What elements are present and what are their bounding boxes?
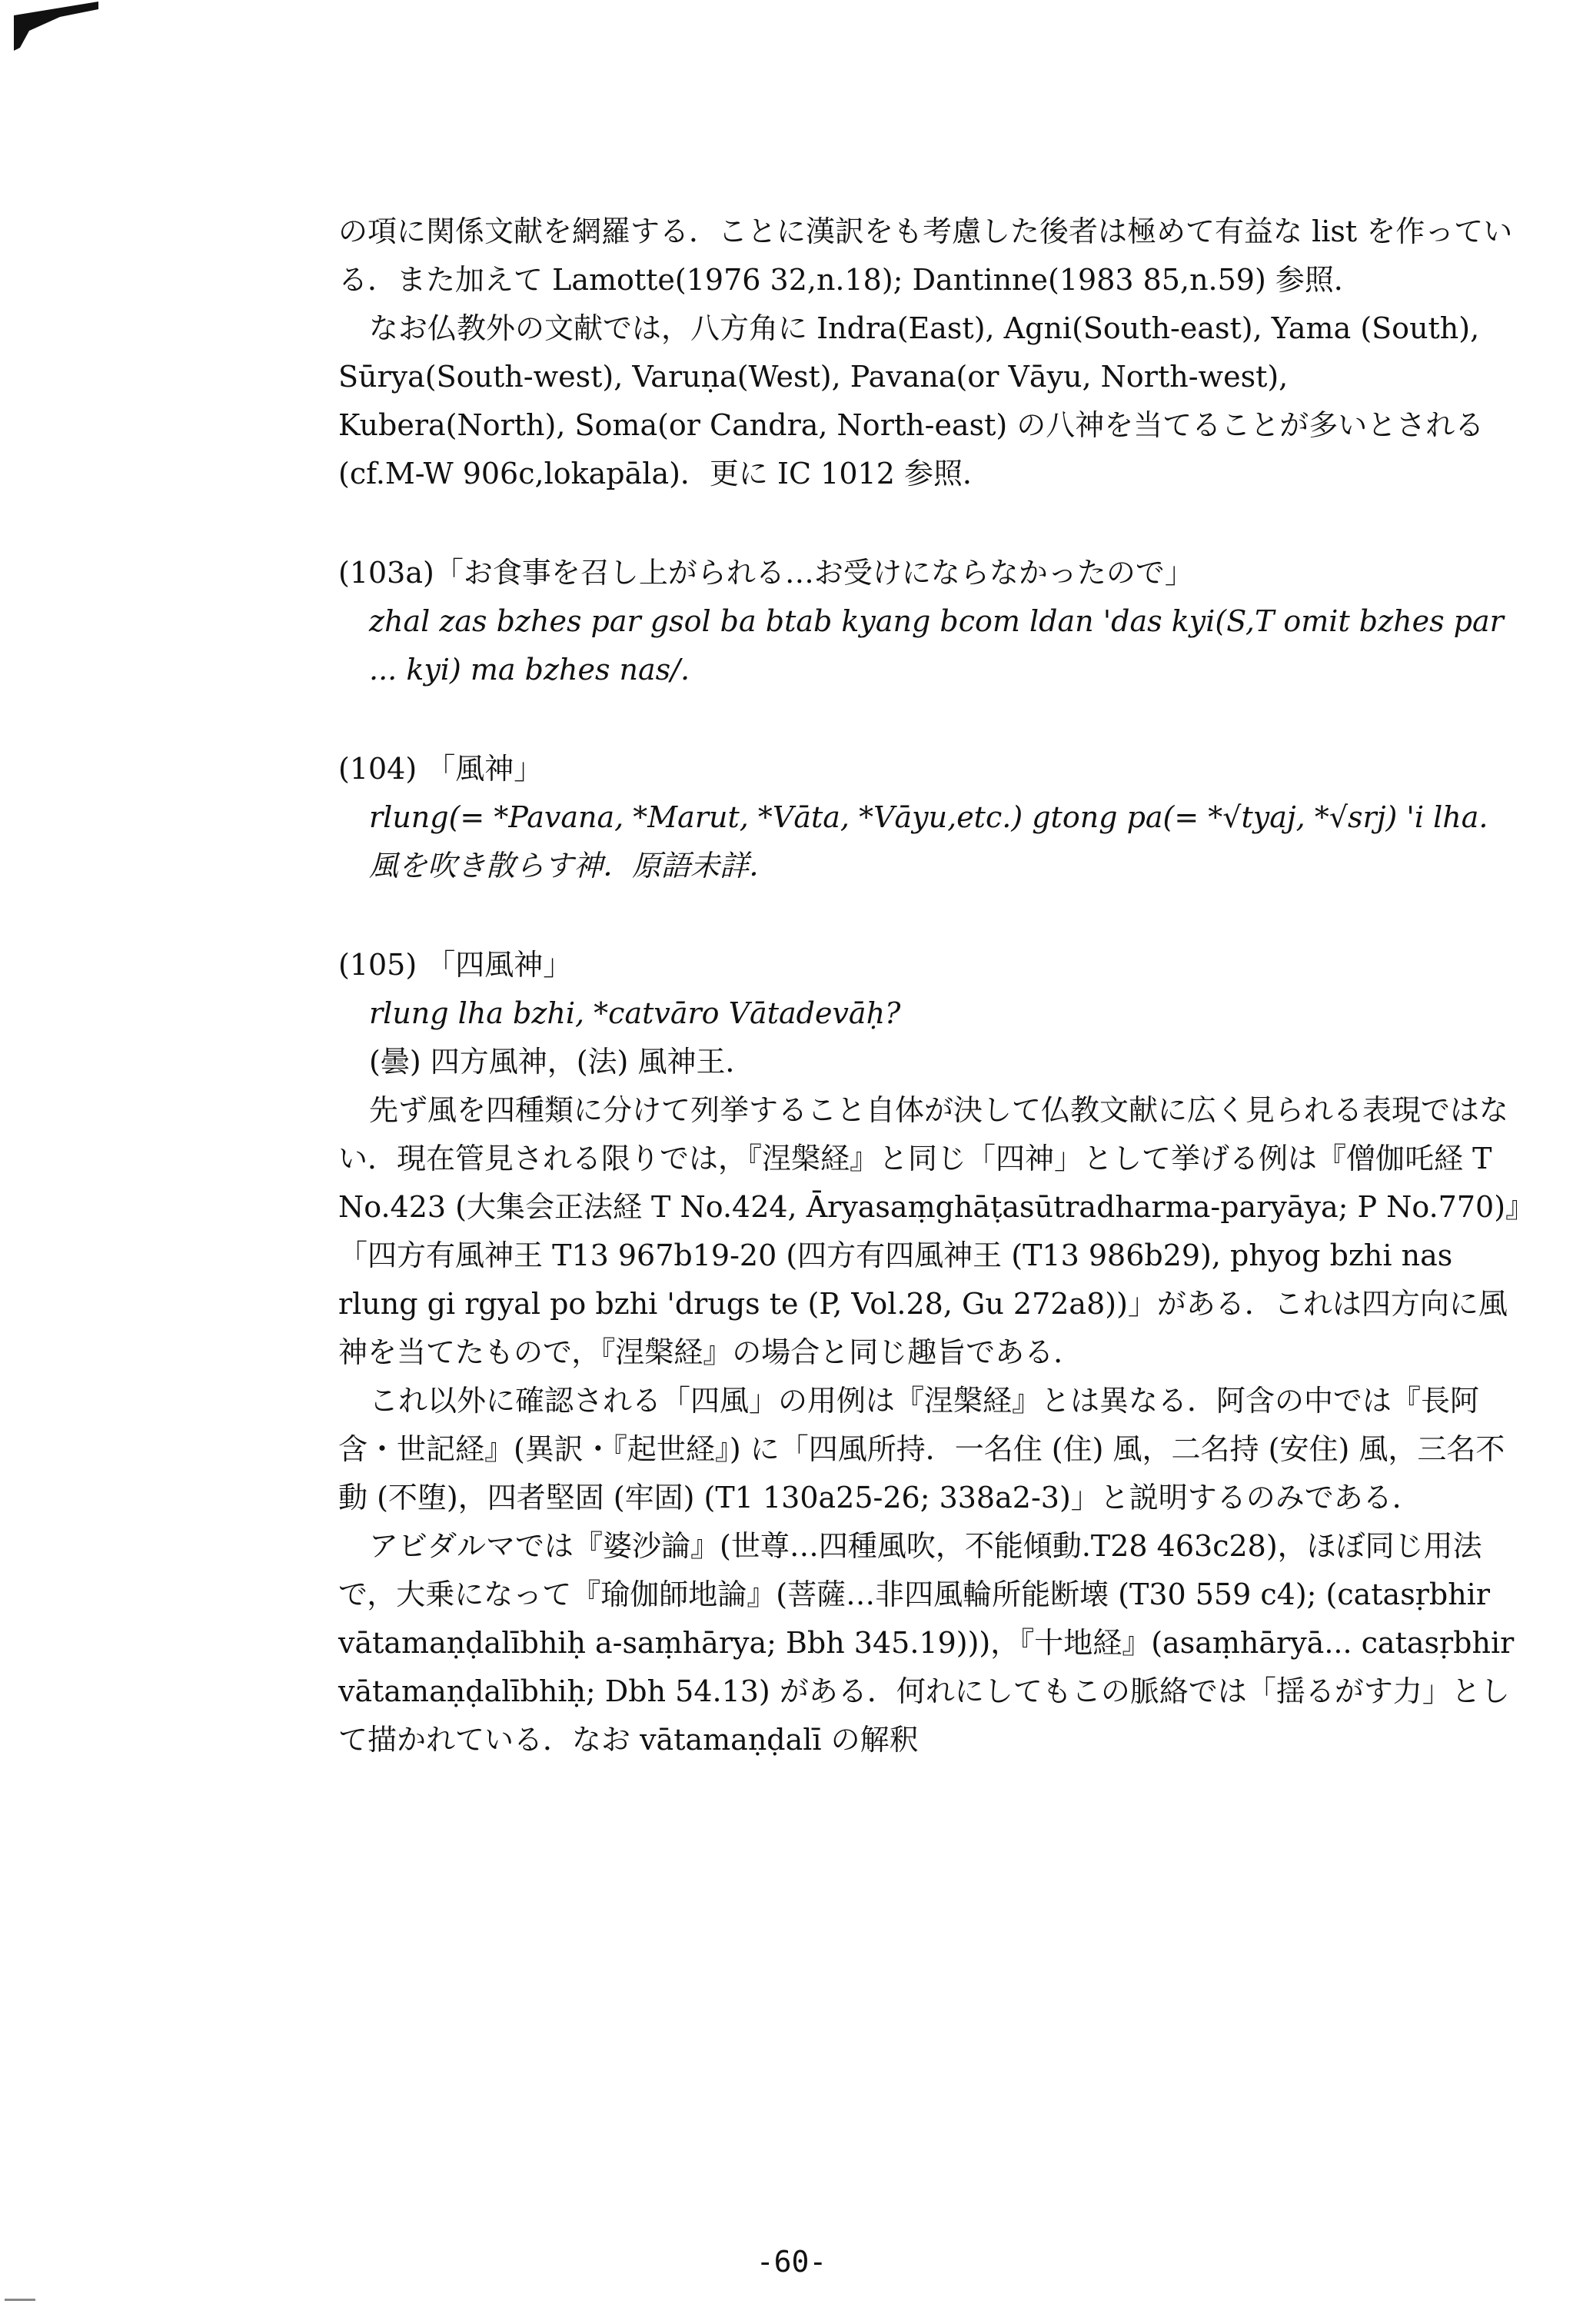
- note-105-heading: (105) 「四風神」: [338, 948, 573, 982]
- paragraph-2: なお仏教外の文献では，八方角に Indra(East), Agni(South-east), Yama (South), Sūrya(South-west), Varuṇa(West), Pavana(or Vāyu, North-west), Kubera(North), Soma(or Candra, North-east) の八神を当てることが多いとされる(cf.M-W 906c,lokapāla)．更に IC 1012 参照．: [338, 311, 1485, 490]
- page-number: -60-: [756, 2245, 827, 2279]
- paragraph-3: 先ず風を四種類に分けて列挙すること自体が決して仏教文献に広く見られる表現ではない．現在管見される限りでは，『涅槃経』と同じ「四神」として挙げる例は『僧伽吒経 T No.423 (大集会正法経 T No.424, Āryasaṃghāṭasūtradharma-paryāya; P No.770)』「四方有風神王 T13 967b19-20 (四方有四風神王 (T13 986b29), phyog bzhi nas rlung gi rgyal po bzhi 'drugs te (P, Vol.28, Gu 272a8))」がある．これは四方向に風神を当てたもので，『涅槃経』の場合と同じ趣旨である．: [338, 1093, 1521, 1369]
- scan-bottom-mark: [5, 2299, 35, 2301]
- paragraph-1: の項に関係文献を網羅する．ことに漢訳をも考慮した後者は極めて有益な list を作っている．また加えて Lamotte(1976 32,n.18); Dantinne(1983 85,n.59) 参照．: [338, 214, 1513, 297]
- note-103a-heading: (103a)「お食事を召し上がられる…お受けにならなかったので」: [338, 556, 1194, 590]
- note-104-body: rlung(= *Pavana, *Marut, *Vāta, *Vāyu,etc.) gtong pa(= *√tyaj, *√srj) 'i lha. 風を吹き散らす神．原語未詳．: [369, 800, 1488, 883]
- scan-corner-mark: [14, 0, 98, 54]
- paragraph-4: これ以外に確認される「四風」の用例は『涅槃経』とは異なる．阿含の中では『長阿含・世記経』(異訳・『起世経』) に「四風所持．一名住 (住) 風，二名持 (安住) 風，三名不動 (不堕)，四者堅固 (牢固) (T1 130a25-26; 338a2-3)」と説明するのみである．: [338, 1384, 1505, 1514]
- note-105-translations: (曇) 四方風神，(法) 風神王．: [369, 1045, 755, 1079]
- page-body: [338, 208, 1522, 1764]
- note-104-heading: (104) 「風神」: [338, 752, 544, 786]
- paragraph-5: アビダルマでは『婆沙論』(世尊…四種風吹，不能傾動.T28 463c28)，ほぼ同じ用法で，大乗になって『瑜伽師地論』(菩薩…非四風輪所能断壊 (T30 559 c4); (catasṛbhir vātamaṇḍalībhiḥ a-saṃhārya; Bbh 345.19)))，『十地経』(asaṃhāryā... catasṛbhir vātamaṇḍalībhiḥ; Dbh 54.13) がある．何れにしてもこの脈絡では「揺るがす力」として描かれている．なお vātamaṇḍalī の解釈: [338, 1529, 1515, 1757]
- note-103a-body: zhal zas bzhes par gsol ba btab kyang bcom ldan 'das kyi(S,T omit bzhes par ... kyi) ma bzhes nas/.: [369, 604, 1504, 687]
- note-105-body: rlung lha bzhi, *catvāro Vātadevāḥ?: [369, 996, 901, 1030]
